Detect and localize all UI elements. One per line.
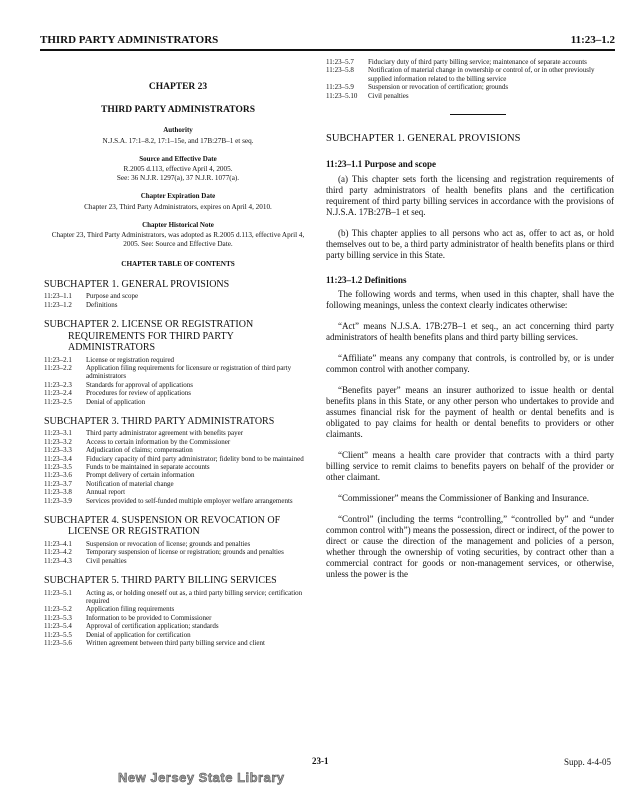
toc-subchapter-label: SUBCHAPTER 2.	[44, 319, 120, 331]
toc-entry	[326, 58, 614, 66]
toc-entry-number: 11:23–5.9	[326, 83, 354, 92]
section-1-2-heading: 11:23–1.2 Definitions	[326, 274, 407, 285]
toc-subchapter-label: SUBCHAPTER 5.	[44, 575, 120, 587]
table-of-contents	[44, 279, 312, 648]
toc-entry-text: Fiduciary capacity of third party administrator; fidelity bond to be maintained	[86, 454, 304, 463]
toc-entry-number: 11:23–4.2	[44, 548, 72, 557]
toc-section-list	[44, 292, 312, 309]
toc-entry-number: 11:23–3.6	[44, 471, 72, 480]
toc-entry	[44, 605, 312, 613]
toc-entry	[326, 83, 614, 91]
chapter-name: THIRD PARTY ADMINISTRATORS	[101, 105, 255, 116]
toc-entry	[44, 398, 312, 406]
toc-subchapter-heading	[44, 279, 312, 291]
toc-entry	[44, 471, 312, 479]
toc-entry-text: Purpose and scope	[86, 292, 139, 301]
toc-entry	[44, 389, 312, 397]
left-column	[44, 58, 312, 647]
toc-entry-number: 11:23–3.9	[44, 496, 72, 505]
toc-entry-text: Civil penalties	[368, 91, 409, 100]
definition-affiliate: “Affiliate” means any company that controls, is controlled by, or is under common control with another company.	[326, 353, 614, 375]
toc-entry-number: 11:23–1.1	[44, 292, 72, 301]
toc-entry-text: Suspension or revocation of certification; grounds	[368, 83, 509, 92]
section-1-1-paragraph-a: (a) This chapter sets forth the licensing and registration requirements of third party administrators of health benefits plans and the certification requirement of third party billing services in accordance with the provisions of N.J.S.A. 17B:27B–1 et seq.	[326, 173, 614, 217]
historical-text: Chapter 23, Third Party Administrators, was adopted as R.2005 d.113, effective April 4, 2005. See: Source and Effective Date.	[51, 231, 305, 248]
toc-entry-text: Fiduciary duty of third party billing service; maintenance of separate accounts	[368, 58, 587, 66]
toc-entry	[326, 92, 614, 100]
toc-entry-number: 11:23–1.2	[44, 300, 72, 309]
toc-entry-number: 11:23–4.1	[44, 539, 72, 548]
toc-entry-text: Adjudication of claims; compensation	[86, 446, 193, 455]
toc-entry-number: 11:23–2.3	[44, 380, 72, 389]
toc-entry-number: 11:23–5.2	[44, 605, 72, 614]
expiration-text: Chapter 23, Third Party Administrators, expires on April 4, 2010.	[84, 202, 272, 211]
historical-label: Chapter Historical Note	[142, 221, 214, 230]
toc-heading: CHAPTER TABLE OF CONTENTS	[121, 260, 235, 269]
toc-entry-number: 11:23–3.2	[44, 437, 72, 446]
toc-entry-number: 11:23–2.2	[44, 363, 72, 372]
authority-text: N.J.S.A. 17:1–8.2, 17:1–15e, and 17B:27B–1 et seq.	[102, 136, 254, 145]
right-column	[326, 58, 614, 580]
toc-entry-number: 11:23–5.8	[326, 66, 354, 75]
toc-subchapter-title: THIRD PARTY BILLING SERVICES	[121, 575, 277, 587]
toc-entry-text: Civil penalties	[86, 556, 127, 565]
header-section-number: 11:23–1.2	[570, 34, 615, 46]
toc-subchapter-title: GENERAL PROVISIONS	[121, 278, 230, 290]
toc-entry-number: 11:23–2.5	[44, 397, 72, 406]
toc-entry	[44, 622, 312, 630]
toc-subchapter-heading	[44, 515, 312, 538]
toc-entry-text: Temporary suspension of license or registration; grounds and penalties	[86, 548, 284, 557]
toc-entry-text: Written agreement between third party billing service and client	[86, 638, 265, 647]
expiration-label: Chapter Expiration Date	[140, 192, 216, 201]
toc-entry	[44, 480, 312, 488]
toc-subchapter-heading	[44, 416, 312, 428]
toc-entry	[44, 488, 312, 496]
toc-entry-text: Information to be provided to Commissioner	[86, 613, 212, 622]
toc-entry	[44, 540, 312, 548]
toc-entry	[44, 301, 312, 309]
toc-entry	[44, 364, 312, 381]
definition-benefits-payer: “Benefits payer” means an insurer authorized to issue health or dental benefits plans in this State, or any other person who undertakes to provide and assumes financial risk for the payment of health or dental benefits and is obligated to pay claims for health or dental benefits to providers or other claimants.	[326, 385, 614, 440]
toc-entry	[44, 356, 312, 364]
toc-entry-number: 11:23–5.7	[326, 58, 354, 66]
toc-entry	[44, 497, 312, 505]
toc-subchapter-heading	[44, 319, 312, 354]
definition-act: “Act” means N.J.S.A. 17B:27B–1 et seq., an act concerning third party administrators of health benefits plans and third party billing services.	[326, 321, 614, 343]
section-1-1-heading: 11:23–1.1 Purpose and scope	[326, 159, 437, 170]
toc-entry-number: 11:23–4.3	[44, 556, 72, 565]
toc-subchapter-title-cont: REQUIREMENTS FOR THIRD PARTY ADMINISTRATORS	[68, 330, 234, 354]
toc-entry-text: Procedures for review of applications	[86, 389, 191, 398]
definition-commissioner: “Commissioner” means the Commissioner of Banking and Insurance.	[338, 492, 589, 503]
toc-entry	[44, 429, 312, 437]
toc-entry	[44, 438, 312, 446]
toc-entry	[44, 614, 312, 622]
toc-entry-text: Denial of application	[86, 397, 146, 406]
toc-entry-text: Annual report	[86, 488, 126, 497]
toc-subchapter-heading	[44, 575, 312, 587]
supplement-date: Supp. 4-4-05	[564, 757, 611, 767]
toc-entry	[44, 548, 312, 556]
toc-entry-text: Standards for approval of applications	[86, 380, 193, 389]
subchapter-1-heading: SUBCHAPTER 1. GENERAL PROVISIONS	[326, 132, 521, 144]
toc-section-list	[44, 540, 312, 565]
toc-entry	[44, 381, 312, 389]
header-title: THIRD PARTY ADMINISTRATORS	[40, 34, 219, 46]
toc-entry	[326, 66, 614, 83]
library-watermark: New Jersey State Library	[118, 770, 285, 785]
toc-entry-number: 11:23–3.7	[44, 479, 72, 488]
toc-entry-number: 11:23–2.4	[44, 389, 72, 398]
source-text-1: R.2005 d.113, effective April 4, 2005.	[123, 165, 233, 174]
divider-rule	[450, 114, 506, 115]
toc-entry-text: License or registration required	[86, 355, 175, 364]
toc-entry	[44, 589, 312, 606]
toc-subchapter-title-cont: LICENSE OR REGISTRATION	[68, 526, 200, 538]
toc-entry-text: Access to certain information by the Commissioner	[86, 437, 231, 446]
toc-entry	[44, 463, 312, 471]
toc-subchapter-label: SUBCHAPTER 4.	[44, 514, 120, 526]
toc-entry-text: Prompt delivery of certain information	[86, 471, 195, 480]
definition-control: “Control” (including the terms “controlling,” “controlled by” and “under common control with”) means the possession, direct or indirect, of the power to direct or cause the direction of the management and policies of a person, whether through the ownership of voting securities, by contract other than a commercial contract for goods or non-management services, or otherwise, unless the power is the	[326, 513, 614, 579]
running-header	[40, 33, 615, 51]
toc-entry-text: Denial of application for certification	[86, 630, 191, 639]
toc-entry-number: 11:23–3.8	[44, 488, 72, 497]
page-number: 23-1	[312, 756, 329, 766]
toc-entry-text: Application filing requirements for licensure or registration of third party administrators	[86, 363, 292, 381]
toc-entry-number: 11:23–5.5	[44, 630, 72, 639]
toc-entry-number: 11:23–3.3	[44, 446, 72, 455]
toc-entry-number: 11:23–5.10	[326, 91, 358, 100]
toc-entry-text: Third party administrator agreement with benefits payer	[86, 429, 244, 438]
toc-entry-text: Services provided to self-funded multiple employer welfare arrangements	[86, 496, 293, 505]
section-1-1-paragraph-b: (b) This chapter applies to all persons who act as, offer to act as, or hold themselves out to be, a third party administrator of health benefits plans or third party billing service in this State.	[326, 227, 614, 260]
toc-section-list	[44, 429, 312, 505]
chapter-number: CHAPTER 23	[148, 82, 208, 92]
toc-entry-number: 11:23–3.5	[44, 462, 72, 471]
toc-entry	[44, 455, 312, 463]
toc-section-list	[44, 589, 312, 648]
toc-entry-text: Notification of material change in ownership or control of, or in other previously supplied information related to the billing service	[368, 66, 595, 83]
toc-subchapter-label: SUBCHAPTER 1.	[44, 278, 120, 290]
toc-entry-number: 11:23–5.6	[44, 638, 72, 647]
toc-entry	[44, 639, 312, 647]
toc-subchapter-title: THIRD PARTY ADMINISTRATORS	[121, 415, 275, 427]
toc-entry-text: Approval of certification application; standards	[86, 622, 219, 631]
toc-entry-number: 11:23–3.1	[44, 429, 72, 438]
source-label: Source and Effective Date	[139, 155, 217, 164]
toc-entry	[44, 292, 312, 300]
toc-entry-number: 11:23–2.1	[44, 355, 72, 364]
toc-entry	[44, 446, 312, 454]
toc-entry-text: Application filing requirements	[86, 605, 175, 614]
toc-entry-number: 11:23–5.4	[44, 622, 72, 631]
toc-entry-number: 11:23–3.4	[44, 454, 72, 463]
definition-client: “Client” means a health care provider that contracts with a third party billing service to remit claims to benefits payers on behalf of the provider or other claimant.	[326, 449, 614, 482]
toc-continued	[326, 58, 614, 100]
toc-entry-number: 11:23–5.1	[44, 588, 72, 597]
toc-entry-number: 11:23–5.3	[44, 613, 72, 622]
toc-section-list	[44, 356, 312, 406]
toc-subchapter-label: SUBCHAPTER 3.	[44, 415, 120, 427]
source-text-2: See: 36 N.J.R. 1297(a), 37 N.J.R. 1077(a).	[116, 173, 240, 182]
toc-subchapter-title: LICENSE OR REGISTRATION	[121, 319, 254, 331]
toc-entry-text: Funds to be maintained in separate accounts	[86, 462, 210, 471]
toc-entry-text: Acting as, or holding oneself out as, a third party billing service; certification required	[86, 588, 303, 605]
definitions-intro: The following words and terms, when used in this chapter, shall have the following meanings, unless the context clearly indicates otherwise:	[326, 289, 614, 311]
toc-entry-text: Definitions	[86, 300, 118, 309]
toc-subchapter-title: SUSPENSION OR REVOCATION OF	[121, 514, 281, 526]
toc-entry	[44, 557, 312, 565]
toc-entry	[44, 631, 312, 639]
toc-entry-text: Notification of material change	[86, 479, 174, 488]
authority-label: Authority	[163, 126, 193, 135]
toc-entry-text: Suspension or revocation of license; grounds and penalties	[86, 539, 251, 548]
